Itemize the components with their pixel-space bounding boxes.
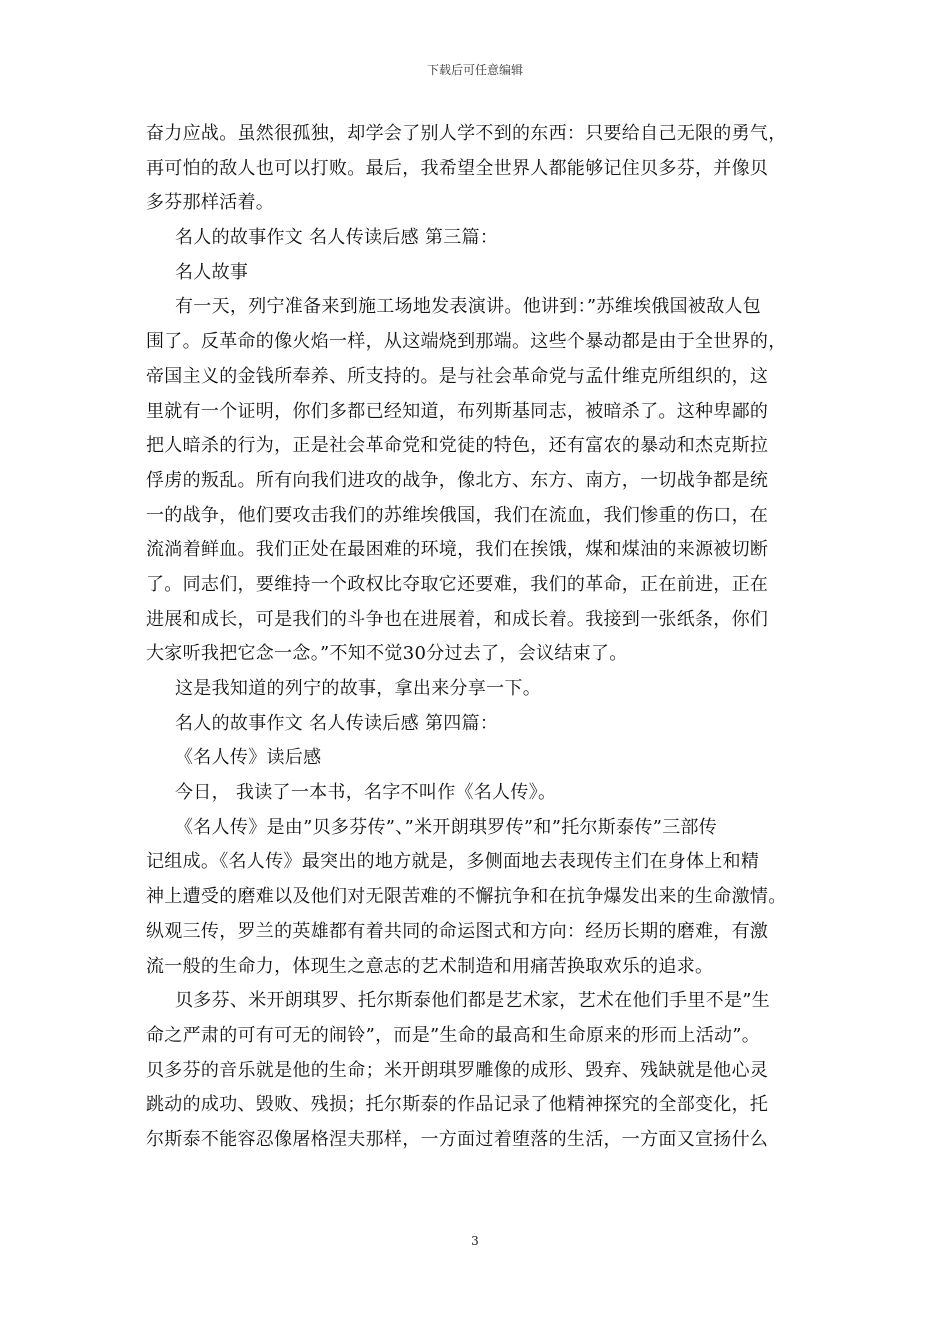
text-line: 名人的故事作文 名人传读后感 第三篇： xyxy=(175,227,499,249)
text-line: 贝多芬的音乐就是他的生命；米开朗琪罗雕像的成形、毁弃、残缺就是他心灵 xyxy=(146,1059,769,1081)
text-line: 贝多芬、米开朗琪罗、托尔斯泰他们都是艺术家，艺术在他们手里不是”生 xyxy=(175,990,771,1012)
text-line: 进展和成长，可是我们的斗争也在进展着，和成长着。我接到一张纸条，你们 xyxy=(146,608,769,630)
text-line: 把人暗杀的行为，正是社会革命党和党徒的特色，还有富农的暴动和杰克斯拉 xyxy=(146,435,769,457)
text-line: 这是我知道的列宁的故事，拿出来分享一下。 xyxy=(175,678,541,699)
text-line: 围了。反革命的像火焰一样，从这端烧到那端。这些个暴动都是由于全世界的， xyxy=(146,331,787,353)
text-line: 奋力应战。虽然很孤独，却学会了别人学不到的东西：只要给自己无限的勇气， xyxy=(146,123,787,144)
page-number: 3 xyxy=(471,1234,479,1248)
text-line: 有一天，列宁准备来到施工场地发表演讲。他讲到：”苏维埃俄国被敌人包 xyxy=(175,296,762,318)
text-line: 神上遭受的磨难以及他们对无限苦难的不懈抗争和在抗争爆发出来的生命激情。 xyxy=(146,886,787,908)
text-line: 流淌着鲜血。我们正处在最困难的环境，我们在挨饿，煤和煤油的来源被切断 xyxy=(146,539,769,561)
text-line: 名人故事 xyxy=(175,261,249,283)
text-line: 帝国主义的金钱所奉养、所支持的。是与社会革命党与孟什维克所组织的，这 xyxy=(146,365,769,387)
text-line: 命之严肃的可有可无的闹铃”，而是”生命的最高和生命原来的形而上活动”。 xyxy=(146,1024,761,1046)
text-line: 《名人传》读后感 xyxy=(175,747,322,769)
text-line: 俘虏的叛乱。所有向我们进攻的战争，像北方、东方、南方，一切战争都是统 xyxy=(146,469,769,491)
text-line: 尔斯泰不能容忍像屠格涅夫那样，一方面过着堕落的生活，一方面又宣扬什么 xyxy=(146,1128,769,1150)
text-line: 一的战争，他们要攻击我们的苏维埃俄国，我们在流血，我们惨重的伤口，在 xyxy=(146,504,769,526)
text-line: 再可怕的敌人也可以打败。最后，我希望全世界人都能够记住贝多芬，并像贝 xyxy=(146,157,769,179)
text-line: 了。同志们，要维持一个政权比夺取它还要难，我们的革命，正在前进，正在 xyxy=(146,573,769,595)
text-line: 名人的故事作文 名人传读后感 第四篇： xyxy=(175,712,499,734)
text-line: 流一般的生命力，体现生之意志的艺术制造和用痛苦换取欢乐的追求。 xyxy=(146,955,714,977)
page-header: 下载后可任意编辑 xyxy=(426,63,523,77)
text-line: 大家听我把它念一念。”不知不觉30分过去了，会议结束了。 xyxy=(146,643,628,665)
text-line: 今日， 我读了一本书，名字不叫作《名人传》。 xyxy=(175,782,557,804)
text-line: 记组成。《名人传》最突出的地方就是，多侧面地去表现传主们在身体上和精 xyxy=(146,851,760,873)
text-line: 《名人传》是由”贝多芬传”、”米开朗琪罗传”和”托尔斯泰传”三部传 xyxy=(175,816,718,838)
text-line: 多芬那样活着。 xyxy=(146,192,275,214)
document-body xyxy=(146,117,812,1158)
text-line: 里就有一个证明，你们多都已经知道，布列斯基同志，被暗杀了。这种卑鄙的 xyxy=(146,400,769,422)
text-line: 纵观三传，罗兰的英雄都有着共同的命运图式和方向：经历长期的磨难，有激 xyxy=(146,920,769,942)
text-line: 跳动的成功、毁败、残损；托尔斯泰的作品记录了他精神探究的全部变化，托 xyxy=(146,1094,769,1116)
